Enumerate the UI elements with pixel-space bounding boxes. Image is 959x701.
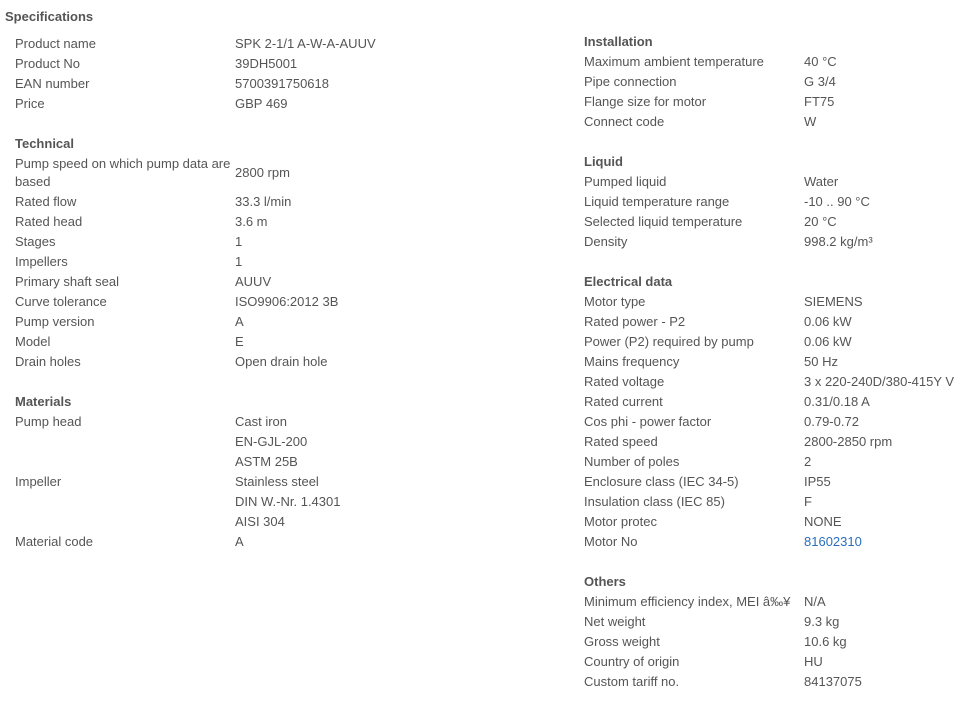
section-title: Materials [15, 394, 72, 409]
spec-row-country-of-origin [584, 652, 959, 672]
spec-label: Product name [15, 36, 96, 51]
spec-label: Drain holes [15, 354, 81, 369]
spec-value-link[interactable]: 81602310 [804, 534, 862, 549]
spec-row-density [584, 232, 959, 252]
spec-value: 0.06 kW [804, 334, 852, 349]
spec-value: 39DH5001 [235, 56, 298, 71]
spec-label: Pipe connection [584, 74, 677, 89]
spec-row-rated-speed [584, 432, 959, 452]
spec-value: NONE [804, 514, 842, 529]
spec-value: G 3/4 [804, 74, 836, 89]
spec-label: Density [584, 234, 628, 249]
spec-label: Cos phi - power factor [584, 414, 712, 429]
spec-label: Impeller [15, 474, 62, 489]
spec-value: 10.6 kg [804, 634, 847, 649]
spec-row-motor-type [584, 292, 959, 312]
spec-label: Maximum ambient temperature [584, 54, 764, 69]
spec-value: 3.6 m [235, 214, 268, 229]
spec-row-product-name [15, 34, 575, 54]
spec-label: Curve tolerance [15, 294, 107, 309]
spec-label: Insulation class (IEC 85) [584, 494, 725, 509]
spec-label: Net weight [584, 614, 646, 629]
spec-label: Mains frequency [584, 354, 680, 369]
spec-row-rated-current [584, 392, 959, 412]
spec-label: Rated current [584, 394, 663, 409]
spec-row-curve-tolerance [15, 292, 575, 312]
others-section [584, 572, 959, 692]
spec-value: 3 x 220-240D/380-415Y V [804, 374, 955, 389]
spec-value: F [804, 494, 812, 509]
spec-value: SPK 2-1/1 A-W-A-AUUV [235, 36, 376, 51]
spec-value: 1 [235, 234, 243, 249]
spec-row-rated-flow [15, 192, 575, 212]
spec-value: 0.31/0.18 A [804, 394, 870, 409]
spec-value: W [804, 114, 817, 129]
spec-label: Rated flow [15, 194, 77, 209]
spec-row-selected-liquid-temperature [584, 212, 959, 232]
spec-value: EN-GJL-200 [235, 434, 308, 449]
spec-label: Pump speed on which pump data are based [15, 156, 231, 189]
spec-label: Rated voltage [584, 374, 665, 389]
spec-label: Number of poles [584, 454, 680, 469]
spec-label: Impellers [15, 254, 68, 269]
spec-label: Selected liquid temperature [584, 214, 743, 229]
spec-value: A [235, 314, 244, 329]
spec-value: -10 .. 90 °C [804, 194, 870, 209]
spec-label: Rated power - P2 [584, 314, 686, 329]
spec-label: Motor No [584, 534, 638, 549]
spec-label: Motor protec [584, 514, 657, 529]
spec-label: Stages [15, 234, 56, 249]
spec-row-pump-head [15, 412, 575, 432]
spec-row-motor-no [584, 532, 959, 552]
spec-row-price [15, 94, 575, 114]
liquid-section [584, 152, 959, 252]
spec-value: GBP 469 [235, 96, 288, 111]
spec-row-pipe-connection [584, 72, 959, 92]
electrical-section [584, 272, 959, 552]
spec-value: Water [804, 174, 839, 189]
spec-value: 1 [235, 254, 243, 269]
spec-row-impeller [15, 492, 575, 512]
spec-label: Material code [15, 534, 94, 549]
spec-label: Pump version [15, 314, 95, 329]
spec-row-power-p2-required-by-pump [584, 332, 959, 352]
page-title: Specifications [5, 9, 94, 24]
spec-row-connect-code [584, 112, 959, 132]
spec-row-number-of-poles [584, 452, 959, 472]
spec-row-rated-head [15, 212, 575, 232]
spec-row-product-no [15, 54, 575, 74]
spec-row-custom-tariff-no [584, 672, 959, 692]
spec-value: FT75 [804, 94, 835, 109]
spec-label: Model [15, 334, 51, 349]
spec-row-minimum-efficiency-index-mei [584, 592, 959, 612]
spec-label: Pump head [15, 414, 82, 429]
spec-value: E [235, 334, 244, 349]
spec-label: Motor type [584, 294, 646, 309]
spec-label: Minimum efficiency index, MEI â‰¥ [584, 594, 791, 609]
technical-section [15, 134, 575, 372]
spec-label: Primary shaft seal [15, 274, 120, 289]
spec-value: AISI 304 [235, 514, 285, 529]
spec-label: Gross weight [584, 634, 660, 649]
spec-row-model [15, 332, 575, 352]
spec-row-pump-version [15, 312, 575, 332]
spec-value: 40 °C [804, 54, 837, 69]
spec-row-gross-weight [584, 632, 959, 652]
spec-row-ean-number [15, 74, 575, 94]
spec-value: HU [804, 654, 823, 669]
spec-row-drain-holes [15, 352, 575, 372]
spec-label: Rated head [15, 214, 83, 229]
spec-value: 2800 rpm [235, 165, 290, 180]
spec-value: ISO9906:2012 3B [235, 294, 339, 309]
section-title: Electrical data [584, 274, 673, 289]
spec-label: Power (P2) required by pump [584, 334, 754, 349]
spec-label: Product No [15, 56, 81, 71]
spec-row-liquid-temperature-range [584, 192, 959, 212]
spec-value: 998.2 kg/m³ [804, 234, 873, 249]
spec-row-rated-power-p2 [584, 312, 959, 332]
section-title: Technical [15, 136, 75, 151]
spec-value: 0.06 kW [804, 314, 852, 329]
spec-row-primary-shaft-seal [15, 272, 575, 292]
spec-label: Custom tariff no. [584, 674, 680, 689]
spec-row-cos-phi-power-factor [584, 412, 959, 432]
section-title: Liquid [584, 154, 623, 169]
spec-label: Connect code [584, 114, 665, 129]
spec-row-flange-size-for-motor [584, 92, 959, 112]
spec-value: Open drain hole [235, 354, 328, 369]
spec-value: IP55 [804, 474, 831, 489]
spec-value: 5700391750618 [235, 76, 329, 91]
spec-label: Country of origin [584, 654, 680, 669]
spec-value: ASTM 25B [235, 454, 298, 469]
spec-value: N/A [804, 594, 826, 609]
spec-row-pumped-liquid [584, 172, 959, 192]
spec-value: 2 [804, 454, 812, 469]
spec-row-maximum-ambient-temperature [584, 52, 959, 72]
general-section [15, 34, 575, 114]
spec-label: Price [15, 96, 45, 111]
spec-label: Enclosure class (IEC 34-5) [584, 474, 739, 489]
materials-section [15, 392, 575, 552]
spec-value: A [235, 534, 244, 549]
spec-value: Cast iron [235, 414, 288, 429]
spec-value: Stainless steel [235, 474, 319, 489]
spec-row-rated-voltage [584, 372, 959, 392]
spec-label: EAN number [15, 76, 90, 91]
spec-label: Liquid temperature range [584, 194, 730, 209]
section-title: Installation [584, 34, 653, 49]
spec-label: Pumped liquid [584, 174, 667, 189]
spec-row-pump-speed-on-which-pump-data-are-based [15, 154, 575, 192]
spec-row-material-code [15, 532, 575, 552]
spec-value: 50 Hz [804, 354, 838, 369]
spec-value: 2800-2850 rpm [804, 434, 893, 449]
spec-row-impeller [15, 512, 575, 532]
spec-row-mains-frequency [584, 352, 959, 372]
spec-value: 0.79-0.72 [804, 414, 859, 429]
spec-row-motor-protec [584, 512, 959, 532]
spec-label: Rated speed [584, 434, 658, 449]
spec-row-stages [15, 232, 575, 252]
spec-row-pump-head [15, 452, 575, 472]
spec-value: 20 °C [804, 214, 837, 229]
spec-value: 33.3 l/min [235, 194, 292, 209]
spec-row-impellers [15, 252, 575, 272]
spec-label: Flange size for motor [584, 94, 707, 109]
spec-value: DIN W.-Nr. 1.4301 [235, 494, 341, 509]
spec-value: 9.3 kg [804, 614, 840, 629]
spec-row-net-weight [584, 612, 959, 632]
spec-row-impeller [15, 472, 575, 492]
spec-row-enclosure-class-iec-34-5 [584, 472, 959, 492]
spec-value: AUUV [235, 274, 272, 289]
spec-value: 84137075 [804, 674, 862, 689]
installation-section [584, 32, 959, 132]
spec-value: SIEMENS [804, 294, 863, 309]
section-title: Others [584, 574, 626, 589]
spec-row-insulation-class-iec-85 [584, 492, 959, 512]
spec-row-pump-head [15, 432, 575, 452]
